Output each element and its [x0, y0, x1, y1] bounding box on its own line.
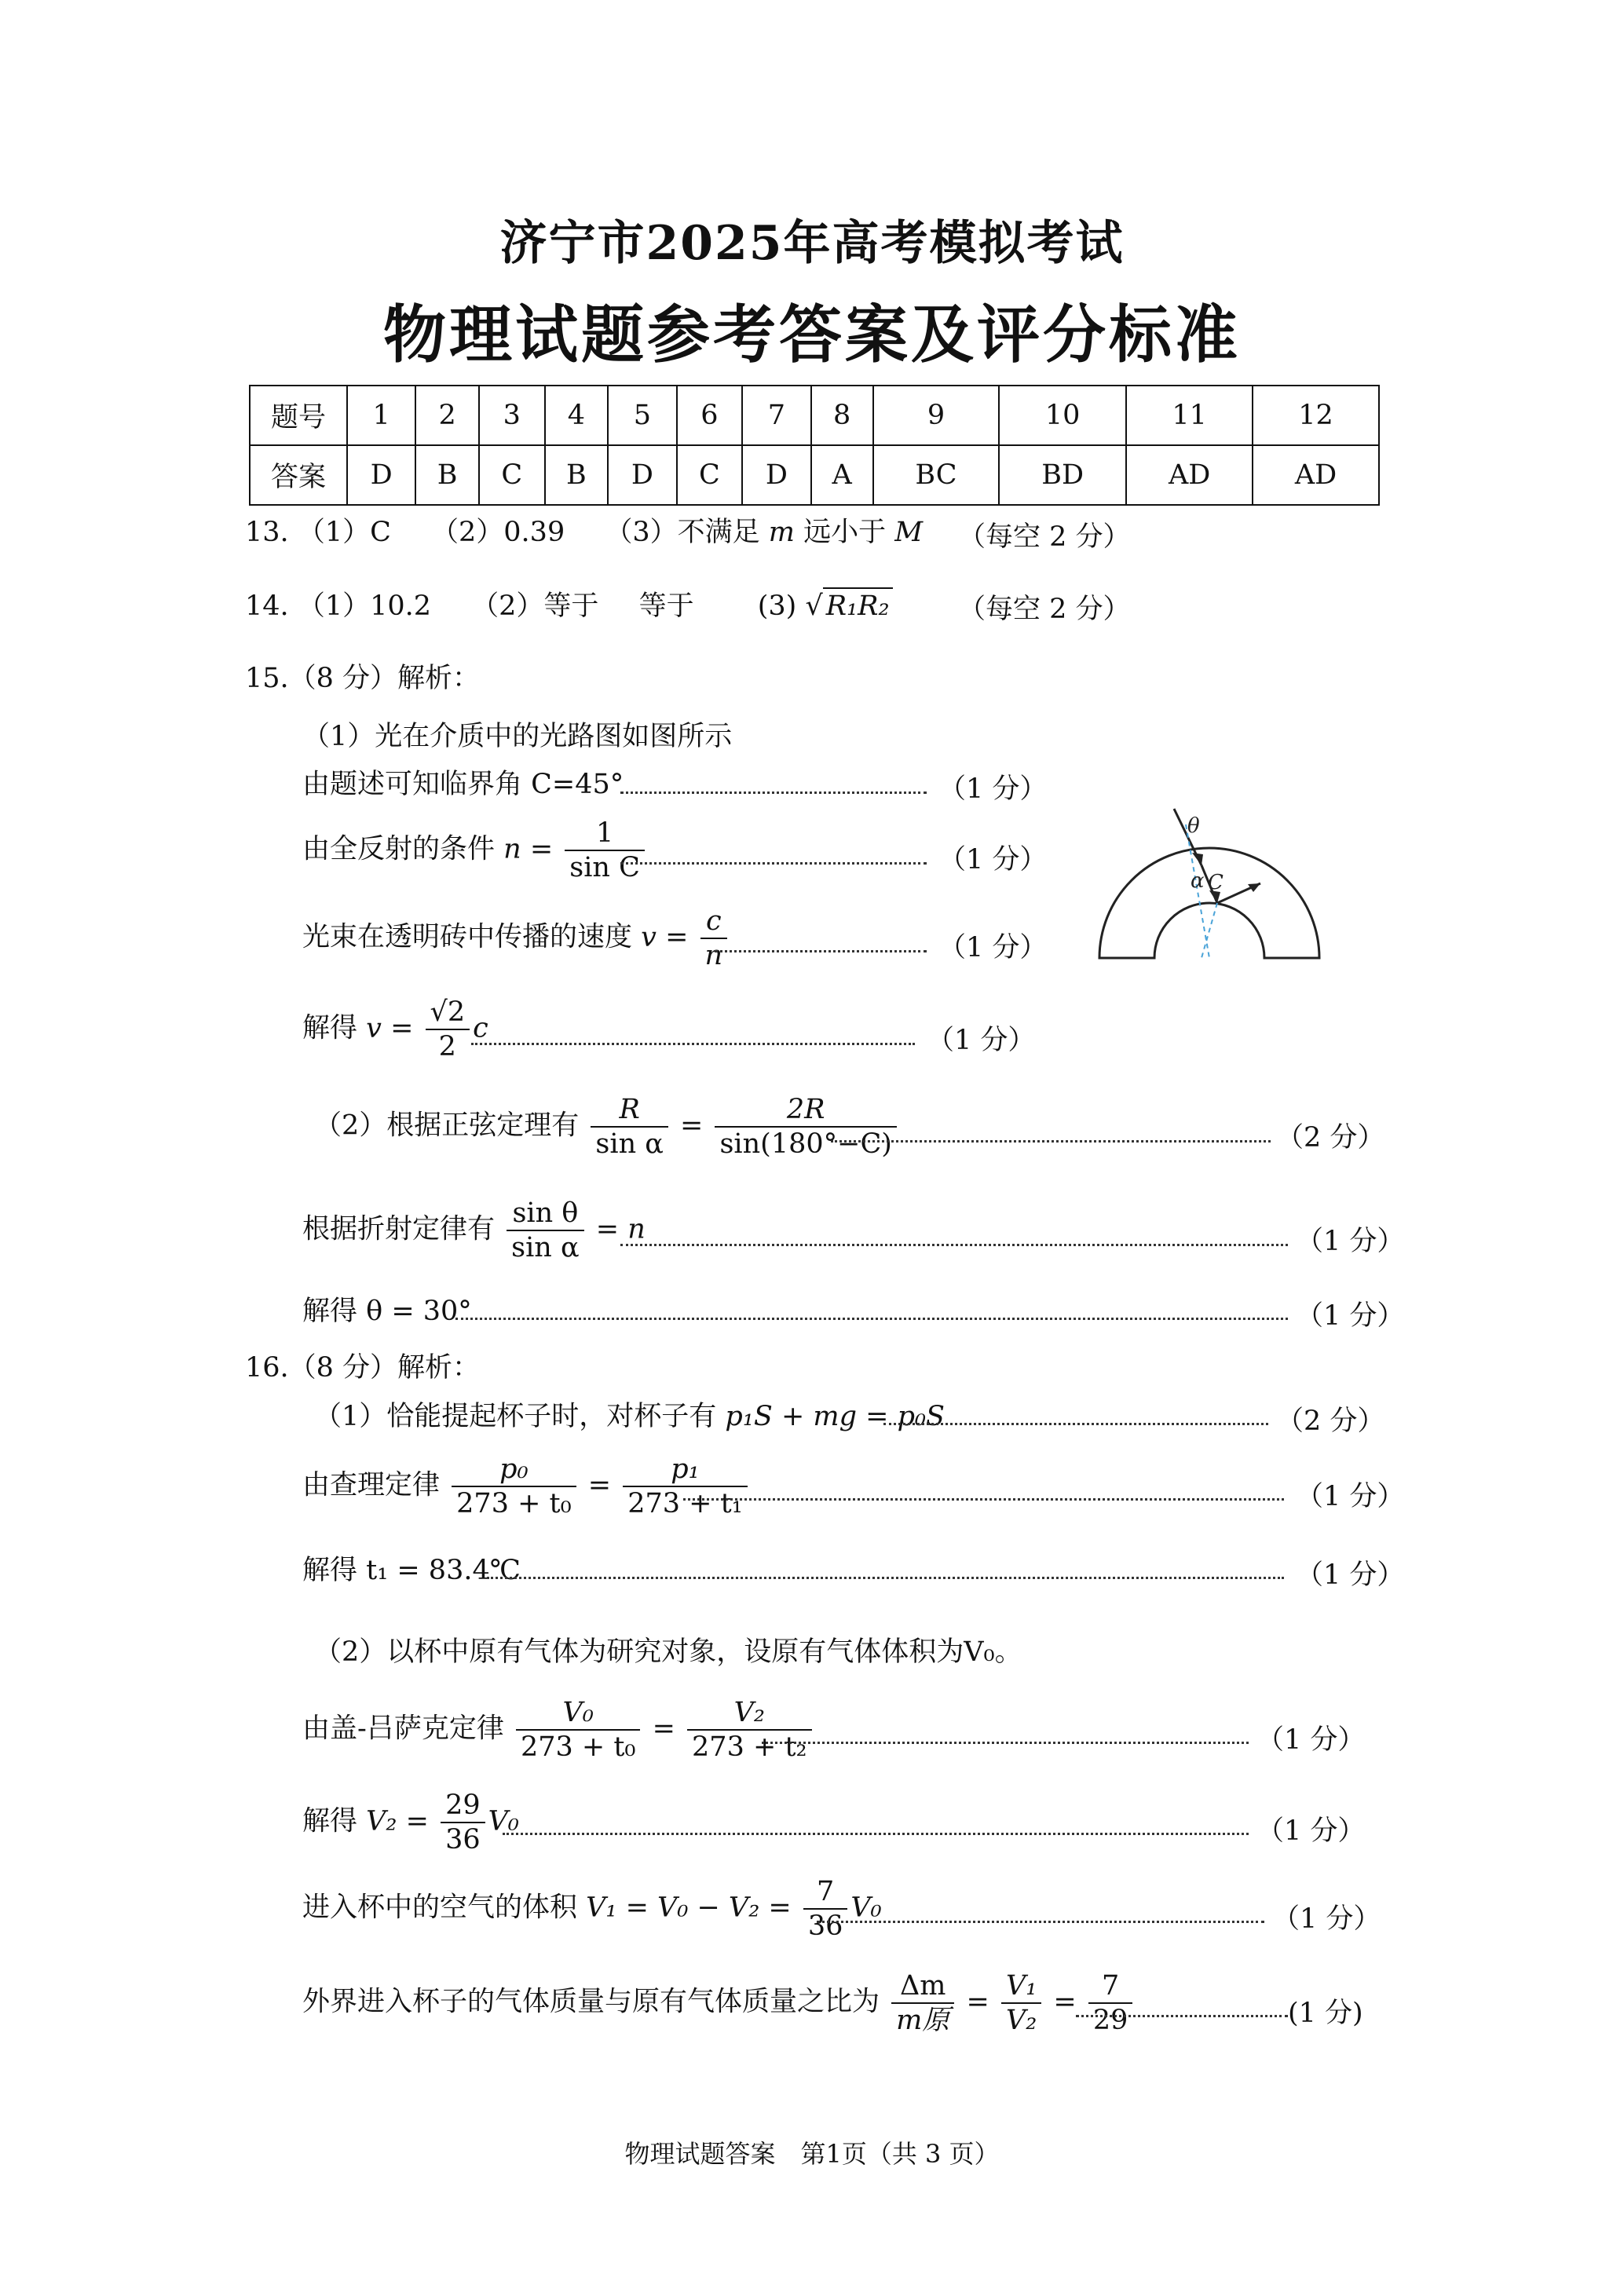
numerator: 7 [803, 1875, 848, 1910]
q15-step1: （1）光在介质中的光路图如图所示 [302, 721, 733, 752]
leader-dots [817, 1921, 1264, 1923]
numerator: V₀ [516, 1696, 640, 1731]
fraction [715, 1093, 896, 1161]
document-title: 济宁市2025年高考模拟考试 [499, 216, 1125, 271]
denominator: 2 [438, 1031, 456, 1062]
q13-part1: （1）C [297, 517, 391, 548]
fraction [565, 817, 645, 884]
text: 由全反射的条件 [302, 833, 496, 865]
q13-line [245, 515, 923, 550]
answer-cell: BD [999, 445, 1126, 505]
denominator: 36 [445, 1824, 481, 1855]
denominator: 29 [1092, 2005, 1128, 2036]
denominator: 273 + t₀ [456, 1488, 572, 1519]
question-number: 4 [545, 386, 609, 445]
answer-cell: B [545, 445, 609, 505]
fraction [803, 1875, 848, 1943]
q13-part3: （3）不满足 [605, 517, 760, 548]
answer-cell: AD [1126, 445, 1253, 505]
q15-line5: （2）根据正弦定理有 $\frac{R}{\text{sin α}}$ = $\frac{2R}{\sin(180^\circ-C)}$ [314, 1093, 900, 1161]
q14-part2: （2）等于 [471, 590, 599, 622]
denominator: sin α [595, 1128, 664, 1160]
q15-line3: 光束在透明砖中传播的速度 v = $\frac{c}{n}$ [302, 905, 730, 972]
text: 解得 [302, 1012, 358, 1044]
text: 进入杯中的空气的体积 [302, 1892, 578, 1924]
points: （1 分） [1296, 1300, 1405, 1332]
question-number: 8 [811, 386, 873, 445]
row-label-answer: 答案 [250, 445, 347, 505]
fraction [891, 1969, 954, 2037]
question-number: 2 [415, 386, 479, 445]
text: 解得 [302, 1805, 358, 1837]
numerator: R [591, 1093, 668, 1128]
q15-line7: 解得 θ = 30° [302, 1296, 472, 1327]
denominator: m原 [896, 2005, 950, 2036]
denominator: sin α [511, 1232, 580, 1263]
points: （1 分） [1256, 1724, 1366, 1756]
leader-dots [455, 1318, 1288, 1320]
numerator: 29 [441, 1789, 485, 1823]
answer-cell: D [347, 445, 415, 505]
q14-score: （每空 2 分） [958, 594, 1131, 625]
fraction [623, 1453, 747, 1520]
denominator: 273 + t₁ [627, 1488, 743, 1519]
symbol-n: n [627, 1213, 646, 1245]
question-number: 5 [608, 386, 676, 445]
leader-dots [831, 1140, 1271, 1143]
denominator: 273 + t₂ [692, 1731, 807, 1763]
symbol: V₂ = [366, 1805, 429, 1837]
leader-dots [620, 1244, 1288, 1246]
points: （1 分） [927, 1025, 1036, 1056]
fraction [426, 996, 470, 1063]
question-number: 3 [479, 386, 545, 445]
leader-dots [762, 1742, 1249, 1744]
q16-line7: 外界进入杯子的气体质量与原有气体质量之比为 $\frac{\Delta m}{\text{m原}}$ = $\frac{\text{V₁}}{\text{V₂}}$ = $\frac{7}{29}$ [302, 1969, 1136, 2037]
q14-part2b: 等于 [638, 590, 694, 622]
numerator: sin θ [507, 1197, 583, 1231]
q14-sqrt-expr: R₁R₂ [823, 587, 893, 623]
text: 由查理定律 [302, 1469, 441, 1501]
answer-cell: D [608, 445, 676, 505]
answer-cell: C [677, 445, 743, 505]
points: （2 分） [1276, 1122, 1385, 1153]
q16-line5 [302, 1789, 519, 1856]
question-number: 10 [999, 386, 1126, 445]
q16-line6 [302, 1875, 882, 1943]
text: 根据折射定律有 [302, 1213, 496, 1245]
fraction [452, 1453, 576, 1520]
fraction [1088, 1969, 1133, 2037]
answer-cell: B [415, 445, 479, 505]
sqrt-sign-icon: √ [805, 590, 823, 622]
fraction [441, 1789, 485, 1856]
question-number: 7 [742, 386, 810, 445]
q16-label: 16.（8 分）解析： [245, 1352, 481, 1384]
leader-dots [1076, 2015, 1288, 2017]
text: 由盖-吕萨克定律 [302, 1713, 504, 1745]
question-number: 6 [677, 386, 743, 445]
fraction [700, 905, 728, 972]
answer-cell: D [742, 445, 810, 505]
points: （1 分） [1256, 1815, 1366, 1847]
fraction [507, 1197, 583, 1264]
leader-dots [471, 1043, 915, 1045]
q13-part2: （2）0.39 [431, 517, 565, 548]
symbol: V₀ [850, 1892, 882, 1924]
q13-score: （每空 2 分） [958, 521, 1131, 553]
symbol-v: v [641, 921, 657, 953]
numerator: 1 [565, 817, 645, 851]
q14-part1: （1）10.2 [297, 590, 432, 622]
q16-line2: 由查理定律 $\frac{\text{p₀}}{\text{273 + t₀}}$ = $\frac{\text{p₁}}{\text{273 + t₁}}$ [302, 1453, 751, 1520]
q16-line3: 解得 t₁ = 83.4℃ [302, 1555, 521, 1586]
q15-line1: 由题述可知临界角 C=45° [302, 769, 624, 800]
numerator: √2 [426, 996, 470, 1030]
q15-line4: 解得 v = $\frac{√2}{2}$ c [302, 996, 488, 1062]
answer-cell: C [479, 445, 545, 505]
symbol-v: v [366, 1012, 382, 1044]
equation: V₁ = V₀ − V₂ = [586, 1892, 792, 1924]
text: （2）根据正弦定理有 [314, 1110, 580, 1142]
numerator: V₁ [1001, 1969, 1041, 2004]
leader-dots [715, 950, 927, 952]
numerator: 2R [715, 1093, 896, 1128]
denominator: 36 [807, 1910, 843, 1942]
points: （1 分） [1296, 1559, 1405, 1591]
label-alpha: α [1191, 869, 1205, 893]
text: （1）恰能提起杯子时，对杯子有 [314, 1401, 717, 1432]
fraction [591, 1093, 668, 1161]
leader-dots [620, 862, 927, 865]
denominator: sin C [569, 852, 640, 883]
question-number: 11 [1126, 386, 1253, 445]
points: （2 分） [1276, 1406, 1385, 1437]
leader-dots [503, 1833, 1249, 1835]
q13-M: M [894, 517, 924, 548]
points: （1 分） [1296, 1226, 1405, 1257]
q16-line4: 由盖-吕萨克定律 $\frac{\text{V₀}}{\text{273 + t₀}}$ = $\frac{\text{V₂}}{\text{273 + t₂}}$ [302, 1696, 815, 1764]
numerator: c [700, 905, 728, 939]
leader-dots [487, 1577, 1284, 1579]
row-label-question: 题号 [250, 386, 347, 445]
table-row-numbers [250, 386, 1379, 445]
fraction [1001, 1969, 1041, 2037]
q13-m: m [768, 517, 795, 548]
question-number: 1 [347, 386, 415, 445]
label-theta: θ [1187, 814, 1200, 838]
q16-line1 [314, 1399, 945, 1434]
document-subtitle: 物理试题参考答案及评分标准 [383, 298, 1241, 371]
leader-dots [683, 1498, 1284, 1501]
answer-cell: BC [873, 445, 999, 505]
page-footer: 物理试题答案 第1页（共 3 页） [624, 2139, 1000, 2169]
points: （1 分） [938, 932, 1048, 963]
label-critical-angle: C [1208, 871, 1223, 894]
symbol-c: c [473, 1012, 488, 1044]
semicircular-brick [1099, 848, 1319, 958]
q13-mid: 远小于 [803, 517, 887, 548]
text: 光束在透明砖中传播的速度 [302, 921, 633, 953]
q14-line [245, 587, 893, 623]
q14-label: 14. [245, 590, 289, 622]
answer-table [249, 385, 1380, 506]
denominator: n [704, 940, 723, 971]
light-path-diagram [1092, 793, 1343, 974]
answer-cell: AD [1253, 445, 1379, 505]
q15-label: 15.（8 分）解析： [245, 663, 481, 694]
leader-dots [883, 1423, 1268, 1425]
text: 外界进入杯子的气体质量与原有气体质量之比为 [302, 1986, 880, 2018]
leader-dots [620, 792, 927, 794]
numerator: p₀ [452, 1453, 576, 1487]
q14-part3: (3) [757, 590, 797, 622]
points: (1 分) [1288, 1998, 1363, 2029]
denominator: 273 + t₀ [520, 1731, 636, 1763]
points: （1 分） [1296, 1481, 1405, 1512]
points: （1 分） [1272, 1903, 1381, 1935]
table-row-answers [250, 445, 1379, 505]
numerator: Δm [891, 1969, 954, 2004]
numerator: V₂ [687, 1696, 811, 1731]
points: （1 分） [938, 844, 1048, 876]
q15-line2: 由全反射的条件 n = $\frac{1}{\text{sin C}}$ [302, 817, 648, 884]
q13-label: 13. [245, 517, 289, 548]
answer-cell: A [811, 445, 873, 505]
question-number: 12 [1253, 386, 1379, 445]
symbol: V₀ [488, 1805, 519, 1837]
denominator: V₂ [1005, 2005, 1037, 2036]
arrow-icon [1192, 853, 1203, 865]
points: （1 分） [938, 773, 1048, 805]
equation: p₁S + mg = p₀S [725, 1401, 945, 1432]
symbol-n: n [503, 833, 521, 865]
question-number: 9 [873, 386, 999, 445]
q15-line6: 根据折射定律有 $\frac{\text{sin θ}}{\text{sin α}}$ = n [302, 1197, 646, 1263]
numerator: p₁ [623, 1453, 747, 1487]
q16-step2: （2）以杯中原有气体为研究对象，设原有气体体积为V₀。 [314, 1636, 1022, 1668]
numerator: 7 [1088, 1969, 1133, 2004]
fraction [687, 1696, 811, 1764]
denominator: sin(180°−C) [719, 1128, 892, 1160]
fraction [516, 1696, 640, 1764]
